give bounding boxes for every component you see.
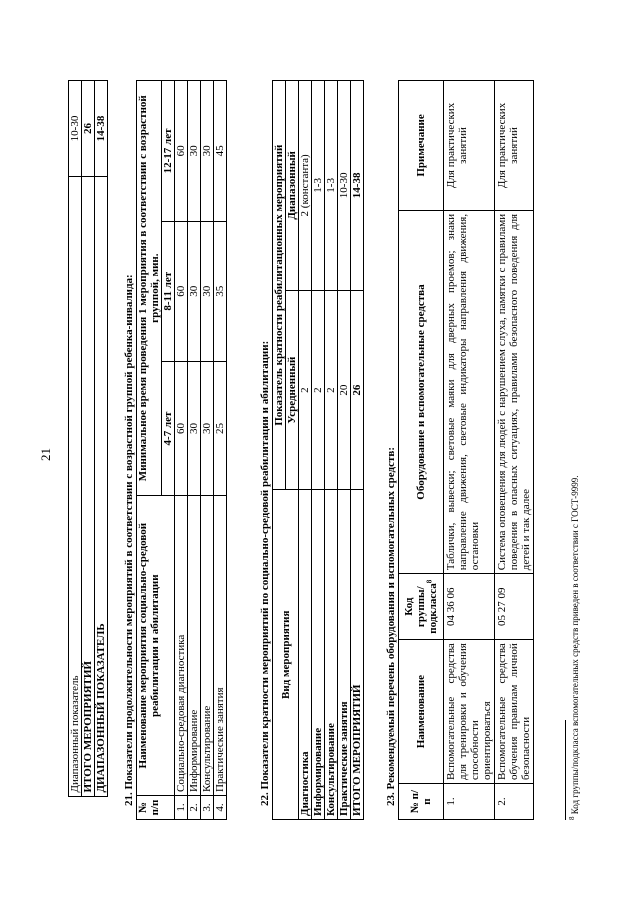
footnote-marker: 8: [568, 816, 576, 820]
cell-value: 60: [175, 81, 188, 222]
cell-code: 05 27 09: [495, 574, 534, 640]
cell-range: 1-3: [312, 81, 325, 291]
cell-avg: 26: [351, 290, 364, 490]
cell-value: 30: [201, 221, 214, 361]
cell-note: Для практических занятий: [495, 81, 534, 211]
summary-value: 26: [82, 81, 95, 177]
table-row: [312, 81, 325, 820]
table-header-row: [399, 81, 444, 820]
cell-value: 30: [188, 81, 201, 222]
cell-code: 04 36 06: [444, 574, 495, 640]
cell-equipment: Система оповещения для людей с нарушением слуха, памятки с правилами поведения в опасных ситуациях, правилами безопасного поведения для детей и так далее: [495, 210, 534, 573]
code-header-text: Код группы/подкласса: [403, 583, 439, 634]
cell-note: Для практических занятий: [444, 81, 495, 211]
col-header-age: 4-7 лет: [162, 361, 175, 496]
table-row: [188, 81, 201, 820]
col-header-range: Диапазонный: [286, 81, 299, 291]
col-header-num: № п/п: [137, 796, 175, 820]
cell-range: 14-38: [351, 81, 364, 291]
cell-num: 1.: [444, 784, 495, 820]
cell-value: 30: [201, 361, 214, 496]
cell-avg: 2: [312, 290, 325, 490]
cell-name: Практические занятия: [214, 496, 227, 796]
col-header-age: 12-17 лет: [162, 81, 175, 222]
summary-value: 14-38: [95, 81, 108, 177]
table-row: [444, 81, 495, 820]
duration-table: [136, 80, 227, 820]
cell-num: 4.: [214, 796, 227, 820]
table-row: [351, 81, 364, 820]
footnote: [570, 476, 580, 821]
cell-avg: 20: [338, 290, 351, 490]
table-row: [338, 81, 351, 820]
cell-num: 2.: [495, 784, 534, 820]
cell-name: Информирование: [312, 490, 325, 820]
col-header-kind: Вид мероприятия: [273, 490, 299, 820]
table-header-row: [137, 81, 162, 820]
cell-name: Диагностика: [299, 490, 312, 820]
table-row: [95, 81, 108, 821]
cell-name: Социально-средовая диагностика: [175, 496, 188, 796]
equipment-table: [398, 80, 534, 820]
col-header-avg: Усредненный: [286, 290, 299, 490]
table-row: [325, 81, 338, 820]
cell-name: Вспомогательные средства для тренировки и обучения способности ориентироваться: [444, 640, 495, 784]
table-row: [82, 81, 95, 821]
cell-num: 1.: [175, 796, 188, 820]
col-header-multiplicity: Показатель кратности реабилитационных мероприятий: [273, 81, 286, 490]
cell-name: Информирование: [188, 496, 201, 796]
section-23-title: 23. Рекомендуемый перечень оборудования и вспомогательных средств:: [385, 447, 397, 806]
cell-equipment: Таблички, вывески; световые маяки для дверных проемов; знаки направление движения, световые индикаторы направления движения, остановки: [444, 210, 495, 573]
cell-name: Практические занятия: [338, 490, 351, 820]
table-row: [299, 81, 312, 820]
cell-value: 60: [175, 361, 188, 496]
summary-table: [68, 80, 108, 820]
cell-range: 2 (константа): [299, 81, 312, 291]
cell-avg: 2: [299, 290, 312, 490]
table-row: [214, 81, 227, 820]
cell-name: Консультирование: [325, 490, 338, 820]
table-row: [175, 81, 188, 820]
col-header-num: № п/п: [399, 784, 444, 820]
cell-value: 30: [201, 81, 214, 222]
cell-value: 35: [214, 221, 227, 361]
col-header-equipment: Оборудование и вспомогательные средства: [399, 210, 444, 573]
cell-avg: 2: [325, 290, 338, 490]
col-header-age: 8-11 лет: [162, 221, 175, 361]
table-row: [495, 81, 534, 820]
table-row: [201, 81, 214, 820]
footnote-marker: 8: [425, 579, 434, 584]
cell-value: 25: [214, 361, 227, 496]
cell-num: 3.: [201, 796, 214, 820]
section-22-title: 22. Показатели кратности мероприятий по социально-средовой реабилитации и абилитации:: [259, 340, 271, 806]
cell-name: Консультирование: [201, 496, 214, 796]
col-header-name: Наименование: [399, 640, 444, 784]
cell-value: 30: [188, 221, 201, 361]
cell-value: 45: [214, 81, 227, 222]
multiplicity-table: [272, 80, 364, 820]
col-header-note: Примечание: [399, 81, 444, 211]
footnote-text: Код группы/подкласса вспомогательных средств приведен в соответствии с ГОСТ-9999.: [570, 475, 580, 815]
cell-name: Вспомогательные средства обучения правилам личной безопасности: [495, 640, 534, 784]
table-header-row: [273, 81, 286, 820]
cell-range: 1-3: [325, 81, 338, 291]
table-row: [69, 81, 82, 821]
summary-label: Диапазонный показатель: [69, 176, 82, 796]
footnote-divider: [565, 720, 566, 820]
section-21-title: 21. Показатели продолжительности мероприятий в соответствии с возрастной группой ребенка-инвалида:: [123, 274, 135, 806]
cell-value: 60: [175, 221, 188, 361]
summary-value: 10-30: [69, 81, 82, 177]
col-header-code: [399, 574, 444, 640]
cell-value: 30: [188, 361, 201, 496]
col-header-time: Минимальное время проведения 1 мероприятия в соответствии с возрастной группой, мин.: [137, 81, 162, 496]
cell-range: 10-30: [338, 81, 351, 291]
cell-name: ИТОГО МЕРОПРИЯТИЙ: [351, 490, 364, 820]
cell-num: 2.: [188, 796, 201, 820]
summary-label: ДИАПАЗОННЫЙ ПОКАЗАТЕЛЬ: [95, 176, 108, 796]
page-number: 21: [38, 448, 53, 461]
summary-label: ИТОГО МЕРОПРИЯТИЙ: [82, 176, 95, 796]
col-header-name: Наименование мероприятия социально-средовой реабилитации и абилитации: [137, 496, 175, 796]
